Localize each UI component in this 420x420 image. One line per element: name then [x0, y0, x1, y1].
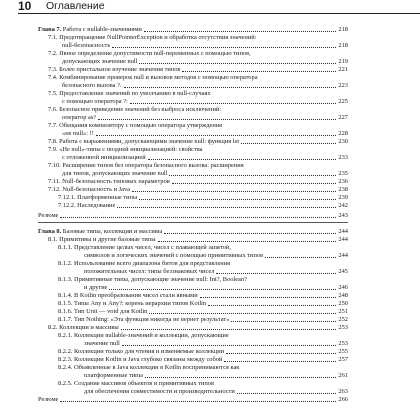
dot-leader [169, 175, 336, 176]
dot-leader [226, 353, 336, 354]
entry-title: 8.1.7. Тип Nothing: «Эта функция никогда не вернет результат» [58, 316, 230, 323]
entry-title: 8.2.3. Коллекции Kotlin и Java глубоко связаны между собой [58, 356, 223, 363]
page-ref: 227 [338, 114, 348, 122]
entry-title: Работа с nullable-значениями [62, 26, 142, 33]
entry-title: положительных чисел: типы беззнаковых чисел [84, 268, 215, 276]
toc-entry [38, 74, 348, 90]
page-header [18, 0, 420, 14]
entry-title: 7.10. Расширение типов без оператора безопасного вызова: расширения [48, 162, 244, 169]
dot-leader [237, 393, 337, 394]
entry-title: с помощью оператора ?: [62, 98, 128, 106]
page-ref: 228 [338, 130, 348, 138]
entry-title: безопасного вызова ?. [62, 82, 122, 90]
page-ref: 218 [338, 42, 348, 50]
page-ref: 230 [338, 138, 348, 145]
toc-entry [38, 90, 348, 106]
entry-title: 7.11. Null-безопасность типовых параметров [48, 178, 170, 185]
page-ref: 244 [338, 236, 348, 243]
page-ref: 238 [338, 186, 348, 193]
entry-title: 7.4. Комбинирование проверок null и вызовов методов с помощью оператора [48, 74, 258, 81]
toc-entry [38, 186, 348, 194]
page-ref: 244 [338, 228, 348, 235]
entry-title: 8.1.2. Использование всего диапазона битов для представления [58, 260, 231, 267]
page-ref: 243 [338, 212, 348, 219]
toc-entry [38, 324, 348, 332]
entry-title: Резюме [38, 396, 59, 403]
chapter-divider [38, 222, 348, 223]
dot-leader [132, 191, 336, 192]
toc-entry [38, 244, 348, 260]
entry-title: 8.1. Примитивы и другие базовые типы [48, 236, 156, 243]
toc-entry [38, 162, 348, 178]
page-ref: 235 [338, 170, 348, 178]
toc-entry [38, 348, 348, 356]
page-ref: 221 [338, 66, 348, 73]
dot-leader [208, 305, 336, 306]
dot-leader [109, 289, 336, 290]
page-ref: 244 [338, 252, 348, 260]
entry-title: null-безопасность [62, 42, 111, 50]
page-ref: 250 [338, 300, 348, 307]
toc-entry [38, 260, 348, 276]
page-ref: 239 [338, 194, 348, 201]
page-ref: 253 [338, 340, 348, 348]
dot-leader [224, 361, 336, 362]
dot-leader [139, 63, 336, 64]
dot-leader [121, 329, 337, 330]
chapter-label: Глава 7. [38, 26, 62, 33]
toc-entry [38, 380, 348, 396]
toc-entry [38, 66, 348, 74]
page-ref: 255 [338, 348, 348, 355]
toc-entry [38, 228, 348, 236]
entry-title: 8.2.1. Коллекции nullable-значений и коллекции, допускающие [58, 332, 229, 339]
page-ref: 263 [338, 388, 348, 396]
page-ref: 246 [338, 284, 348, 292]
page-ref: 218 [338, 26, 348, 33]
toc-entry [38, 138, 348, 146]
entry-title: 7.12.2. Наследование [58, 202, 116, 209]
entry-title: 7.1. Предотвращение NullPointerException и обработка отсутствия значений: [48, 34, 257, 41]
toc-entry [38, 332, 348, 348]
entry-title: платформенные типы [84, 372, 143, 380]
page-ref: 233 [338, 154, 348, 162]
entry-title: 8.2.2. Коллекции только для чтения и изменяемые коллекции [58, 348, 225, 355]
page-ref: 245 [338, 268, 348, 276]
entry-title: 7.12.1. Платформенные типы [58, 194, 138, 201]
page-ref: 236 [338, 178, 348, 185]
toc-entry [38, 26, 348, 34]
dot-leader [149, 313, 336, 314]
running-title: Оглавление [46, 0, 105, 12]
page-ref: 223 [338, 82, 348, 90]
entry-title: Резюме [38, 212, 59, 219]
dot-leader [158, 241, 337, 242]
entry-title: 8.1.1. Представление целых чисел, чисел с плавающей запятой, [58, 244, 231, 251]
dot-leader [231, 321, 336, 322]
toc-entry [38, 146, 348, 162]
entry-title: 7.6. Безопасное приведение значений без выброса исключений: [48, 106, 222, 113]
entry-title: 7.7. Обещания компилятору с помощью оператора утверждения [48, 122, 223, 129]
toc-entry [38, 396, 348, 404]
page-ref: 257 [338, 356, 348, 363]
dot-leader [144, 31, 337, 32]
entry-title: 8.2.5. Создание массивов объектов и примитивных типов [58, 380, 214, 387]
dot-leader [124, 87, 337, 88]
page-ref: 251 [338, 308, 348, 315]
toc-entry [38, 178, 348, 186]
page-ref: 242 [338, 202, 348, 209]
entry-title: 8.2.4. Объявленные в Java коллекции в Kotlin воспринимаются как [58, 364, 240, 371]
entry-title: «не null»: !! [62, 130, 94, 138]
entry-title: значение null [84, 340, 120, 348]
entry-title: для обеспечения совместимости и производительности [84, 388, 235, 396]
dot-leader [200, 297, 337, 298]
toc-entry [38, 202, 348, 210]
dot-leader [98, 119, 336, 120]
entry-title: Базовые типы, коллекции и массивы [62, 228, 163, 235]
page-ref: 219 [338, 58, 348, 66]
page-ref: 253 [338, 324, 348, 331]
dot-leader [139, 199, 336, 200]
dot-leader [122, 345, 337, 346]
dot-leader [60, 217, 336, 218]
entry-title: 8.1.5. Типы Any и Any?: корень иерархии типов Kotlin [58, 300, 207, 307]
toc-entry [38, 300, 348, 308]
page-ref: 225 [338, 98, 348, 106]
toc-entry [38, 194, 348, 202]
toc-entry [38, 292, 348, 300]
entry-title: 7.12. Null-безопасность и Java [48, 186, 131, 193]
toc-entry [38, 276, 348, 292]
page-ref: 252 [338, 316, 348, 323]
toc-entry [38, 122, 348, 138]
toc-entry [38, 212, 348, 220]
toc-entry [38, 308, 348, 316]
entry-title: для типов, допускающих значение null [62, 170, 168, 178]
page-ref: 261 [338, 372, 348, 380]
toc-entry [38, 364, 348, 380]
entry-title: 8.1.3. Примитивные типы, допускающие значение null: Int?, Boolean? [58, 276, 247, 283]
dot-leader [130, 103, 337, 104]
entry-title: и другие [84, 284, 108, 292]
entry-title: символов и логических значений с помощью примитивных типов [84, 252, 264, 260]
toc-entry [38, 356, 348, 364]
dot-leader [265, 257, 336, 258]
page-number: 10 [18, 0, 32, 13]
page-ref: 266 [338, 396, 348, 403]
entry-title: 8.1.4. В Kotlin преобразования чисел стали явными [58, 292, 198, 299]
entry-title: 7.3. Более пристальное изучение значения типов [48, 66, 181, 73]
toc-entry [38, 316, 348, 324]
entry-title: 7.2. Явное определение допустимости null-переменных с помощью типов, [48, 50, 251, 57]
dot-leader [112, 47, 336, 48]
entry-title: 7.5. Предоставление значений по умолчанию в null-случаях [48, 90, 211, 97]
chapter-label: Глава 8. [38, 228, 62, 235]
dot-leader [172, 183, 337, 184]
entry-title: оператор as? [62, 114, 97, 122]
toc-entry [38, 34, 348, 50]
dot-leader [60, 401, 336, 402]
entry-title: 7.9. «Не null»-типы с поздней инициализацией: свойства [48, 146, 203, 153]
page-ref: 248 [338, 292, 348, 299]
dot-leader [145, 377, 337, 378]
dot-leader [216, 273, 336, 274]
dot-leader [164, 233, 336, 234]
dot-leader [148, 159, 337, 160]
dot-leader [96, 135, 337, 136]
dot-leader [182, 71, 336, 72]
entry-title: 8.1.6. Тип Unit — void для Kotlin [58, 308, 148, 315]
toc-entry [38, 106, 348, 122]
entry-title: 7.8. Работа с выражениями, допускающими значение null: функция let [48, 138, 240, 145]
entry-title: 8.2. Коллекции и массивы [48, 324, 119, 331]
dot-leader [117, 207, 336, 208]
entry-title: с отложенной инициализацией [62, 154, 146, 162]
entry-title: допускающих значение null [62, 58, 138, 66]
toc-entry [38, 50, 348, 66]
toc-entry [38, 236, 348, 244]
dot-leader [241, 143, 336, 144]
